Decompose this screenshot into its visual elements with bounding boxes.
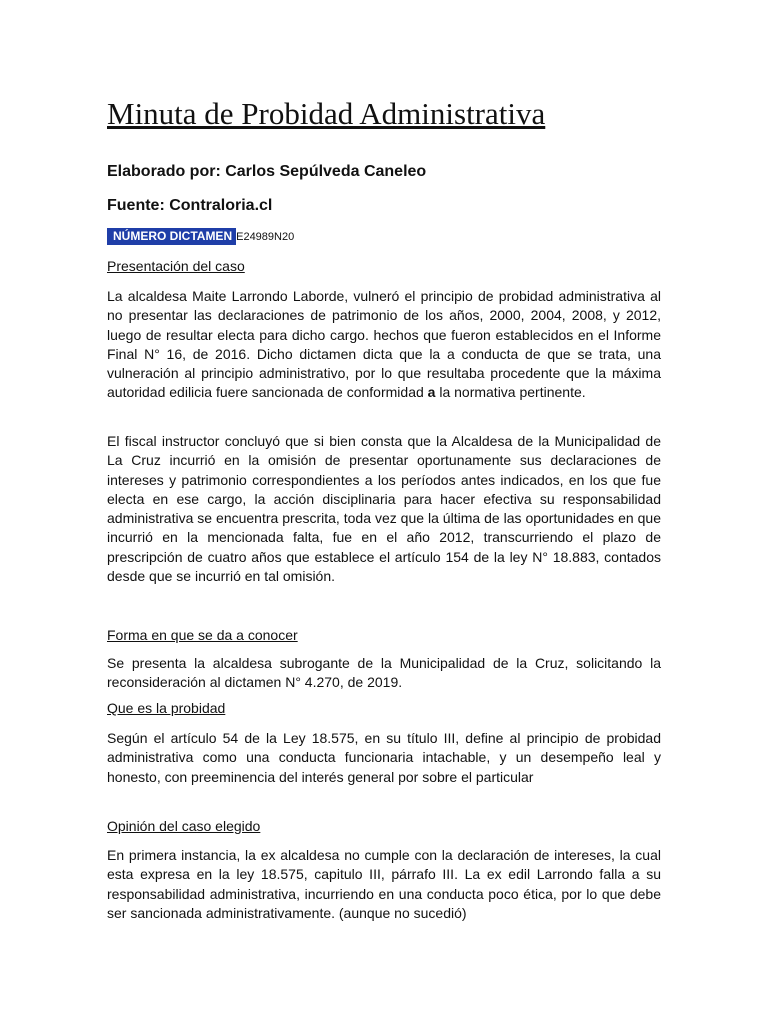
paragraph-probidad-1: Según el artículo 54 de la Ley 18.575, en su título III, define al principio de probidad administrativa como una conducta funcionaria intachable, y un desempeño leal y honesto, con preeminencia del interés general por sobre el particular: [107, 730, 661, 785]
heading-probidad: Que es la probidad: [107, 700, 226, 716]
paragraph-bold-text: a: [427, 384, 436, 401]
dictamen-label: NÚMERO DICTAMEN: [107, 228, 236, 245]
paragraph-presentacion-2: El fiscal instructor concluyó que si bien consta que la Alcaldesa de la Municipalidad de La Cruz incurrió en la omisión de presentar oportunamente sus declaraciones de intereses y patrimonio correspondientes a los períodos antes indicados, en los que fue electa en ese cargo, la acción disciplinaria para hacer efectiva su responsabilidad administrativa se encuentra prescrita, toda vez que la última de las oportunidades en que incurrió en la mencionada falta, fue en el año 2012, transcurriendo el plazo de prescripción de cuatro años que establece el artículo 154 de la ley N° 18.883, contados desde que se incurrió en tal omisión.: [107, 433, 661, 585]
paragraph-forma-1: Se presenta la alcaldesa subrogante de la Municipalidad de la Cruz, solicitando la reconsideración al dictamen N° 4.270, de 2019.: [107, 655, 661, 691]
dictamen-code: E24989N20: [236, 231, 295, 243]
author-line: Elaborado por: Carlos Sepúlveda Caneleo: [107, 163, 427, 180]
document-title: Minuta de Probidad Administrativa: [107, 96, 546, 131]
heading-opinion: Opinión del caso elegido: [107, 818, 261, 834]
paragraph-text: La alcaldesa Maite Larrondo Laborde, vulneró el principio de probidad administrativa al no presentar las declaraciones de patrimonio de los años, 2000, 2004, 2008, y 2012, luego de resultar electa para dicho cargo. hechos que fueron establecidos en el Informe Final N° 16, de 2016. Dicho dictamen dicta que la a conducta de que se trata, una vulneración al principio administrativo, por lo que resultaba procedente que la máxima autoridad edilicia fuere sancionada de conformidad: [107, 288, 661, 401]
heading-forma: Forma en que se da a conocer: [107, 627, 298, 643]
paragraph-text: la normativa pertinente.: [435, 384, 586, 401]
paragraph-opinion-1: En primera instancia, la ex alcaldesa no cumple con la declaración de intereses, la cual esta expresa en la ley 18.575, capitulo III, párrafo III. La ex edil Larrondo falla a su responsabilidad administrativa, incurriendo en una conducta poco ética, por lo que debe ser sancionada administrativamente. (aunque no sucedió): [107, 847, 661, 921]
paragraph-presentacion-1: [107, 287, 661, 403]
source-line: Fuente: Contraloria.cl: [107, 197, 273, 214]
heading-presentacion: Presentación del caso: [107, 258, 245, 274]
dictamen-row: [107, 227, 294, 245]
